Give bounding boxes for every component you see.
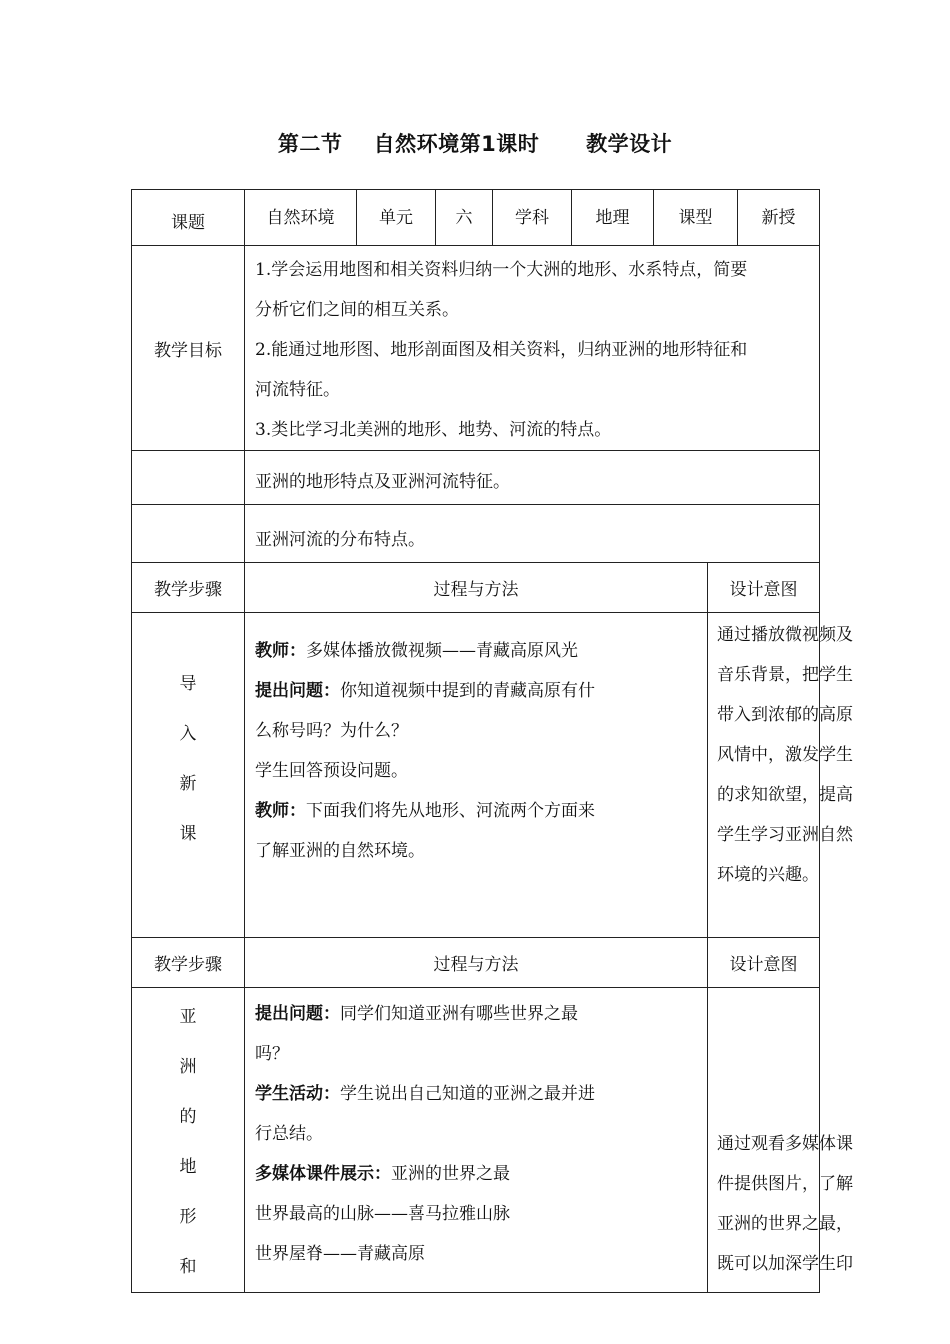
process-line [255, 631, 701, 671]
process-line [255, 1234, 701, 1274]
step-char: 亚 [179, 1007, 197, 1027]
step-char: 和 [179, 1257, 197, 1277]
process-line-bold: 教师： [255, 641, 306, 661]
type-value: 新授 [738, 190, 820, 246]
goals-content [245, 246, 820, 451]
intent-line: 学生学习亚洲自然 [717, 825, 853, 845]
process-line [255, 1114, 701, 1154]
section2-intent [708, 988, 853, 1293]
process-header: 过程与方法 [245, 563, 708, 613]
goal-line: 河流特征。 [255, 380, 340, 400]
step-char: 形 [179, 1207, 197, 1227]
topic-value: 自然环境 [245, 190, 357, 246]
process-line-text: 同学们知道亚洲有哪些世界之最 [340, 1004, 578, 1024]
process-line-bold: 学生活动： [255, 1084, 340, 1104]
key-point-row [132, 451, 820, 505]
step-char: 入 [179, 724, 197, 744]
subject-label: 学科 [493, 190, 572, 246]
process-line-bold: 教师： [255, 801, 306, 821]
intent-line: 风情中，激发学生 [717, 745, 853, 765]
meta-row [132, 190, 820, 246]
section1-step [132, 613, 245, 938]
process-line [255, 1034, 701, 1074]
process-line-text: 亚洲的世界之最 [391, 1164, 510, 1184]
process-line-text: 了解亚洲的自然环境。 [255, 841, 425, 861]
step-header: 教学步骤 [132, 938, 245, 988]
goal-line: 3.类比学习北美洲的地形、地势、河流的特点。 [255, 420, 612, 440]
intent-line: 带入到浓郁的高原 [717, 705, 853, 725]
difficulty-label [132, 505, 245, 563]
step-header: 教学步骤 [132, 563, 245, 613]
process-line [255, 751, 701, 791]
process-line [255, 1074, 701, 1114]
section1-intent [708, 613, 853, 938]
unit-value: 六 [436, 190, 493, 246]
section2-row [132, 988, 820, 1293]
process-line [255, 711, 701, 751]
key-point-text: 亚洲的地形特点及亚洲河流特征。 [245, 451, 820, 505]
process-line-bold: 提出问题： [255, 681, 340, 701]
process-line [255, 994, 701, 1034]
goal-line: 1.学会运用地图和相关资料归纳一个大洲的地形、水系特点，简要 [255, 260, 748, 280]
process-line-bold: 提出问题： [255, 1004, 340, 1024]
subject-value: 地理 [572, 190, 654, 246]
difficulty-row [132, 505, 820, 563]
process-line-text: 世界屋脊——青藏高原 [255, 1244, 425, 1264]
process-line-text: 你知道视频中提到的青藏高原有什 [340, 681, 595, 701]
section1-row [132, 613, 820, 938]
intent-line: 既可以加深学生印 [717, 1254, 853, 1274]
intent-header: 设计意图 [708, 563, 820, 613]
section1-process [245, 613, 708, 938]
unit-label: 单元 [357, 190, 436, 246]
type-label: 课型 [654, 190, 738, 246]
step-char: 洲 [179, 1057, 197, 1077]
section2-step [132, 988, 245, 1293]
topic-label: 课题 [132, 190, 245, 246]
process-line [255, 791, 701, 831]
intent-line: 音乐背景，把学生 [717, 665, 853, 685]
intent-header: 设计意图 [708, 938, 820, 988]
process-line [255, 1154, 701, 1194]
step-header-row [132, 563, 820, 613]
goals-row [132, 246, 820, 451]
process-line-text: 下面我们将先从地形、河流两个方面来 [306, 801, 595, 821]
step-char: 地 [179, 1157, 197, 1177]
intent-line: 件提供图片，了解 [717, 1174, 853, 1194]
lesson-plan-table [131, 189, 853, 1293]
step-char: 的 [179, 1107, 197, 1127]
process-header: 过程与方法 [245, 938, 708, 988]
process-line-text: 学生回答预设问题。 [255, 761, 408, 781]
step-header-row-2 [132, 938, 820, 988]
process-line-text: 多媒体播放微视频——青藏高原风光 [306, 641, 578, 661]
process-line-text: 么称号吗？为什么？ [255, 721, 408, 741]
process-line [255, 1194, 701, 1234]
process-line-text: 行总结。 [255, 1124, 323, 1144]
goals-label: 教学目标 [132, 246, 245, 451]
step-char: 课 [179, 824, 197, 844]
step-char: 导 [179, 674, 197, 694]
intent-line: 亚洲的世界之最， [717, 1214, 853, 1234]
process-line [255, 831, 701, 871]
section2-process [245, 988, 708, 1293]
process-line [255, 671, 701, 711]
intent-line: 的求知欲望，提高 [717, 785, 853, 805]
step-char: 新 [179, 774, 197, 794]
key-point-label [132, 451, 245, 505]
process-line-text: 世界最高的山脉——喜马拉雅山脉 [255, 1204, 510, 1224]
process-line-text: 吗？ [255, 1044, 289, 1064]
goal-line: 2.能通过地形图、地形剖面图及相关资料，归纳亚洲的地形特征和 [255, 340, 748, 360]
goal-line: 分析它们之间的相互关系。 [255, 300, 459, 320]
difficulty-text: 亚洲河流的分布特点。 [245, 505, 820, 563]
process-line-bold: 多媒体课件展示： [255, 1164, 391, 1184]
intent-line: 环境的兴趣。 [717, 865, 819, 885]
intent-line: 通过播放微视频及 [717, 625, 853, 645]
page-title: 第二节 自然环境第1课时 教学设计 [277, 132, 673, 156]
process-line-text: 学生说出自己知道的亚洲之最并进 [340, 1084, 595, 1104]
intent-line: 通过观看多媒体课 [717, 1134, 853, 1154]
